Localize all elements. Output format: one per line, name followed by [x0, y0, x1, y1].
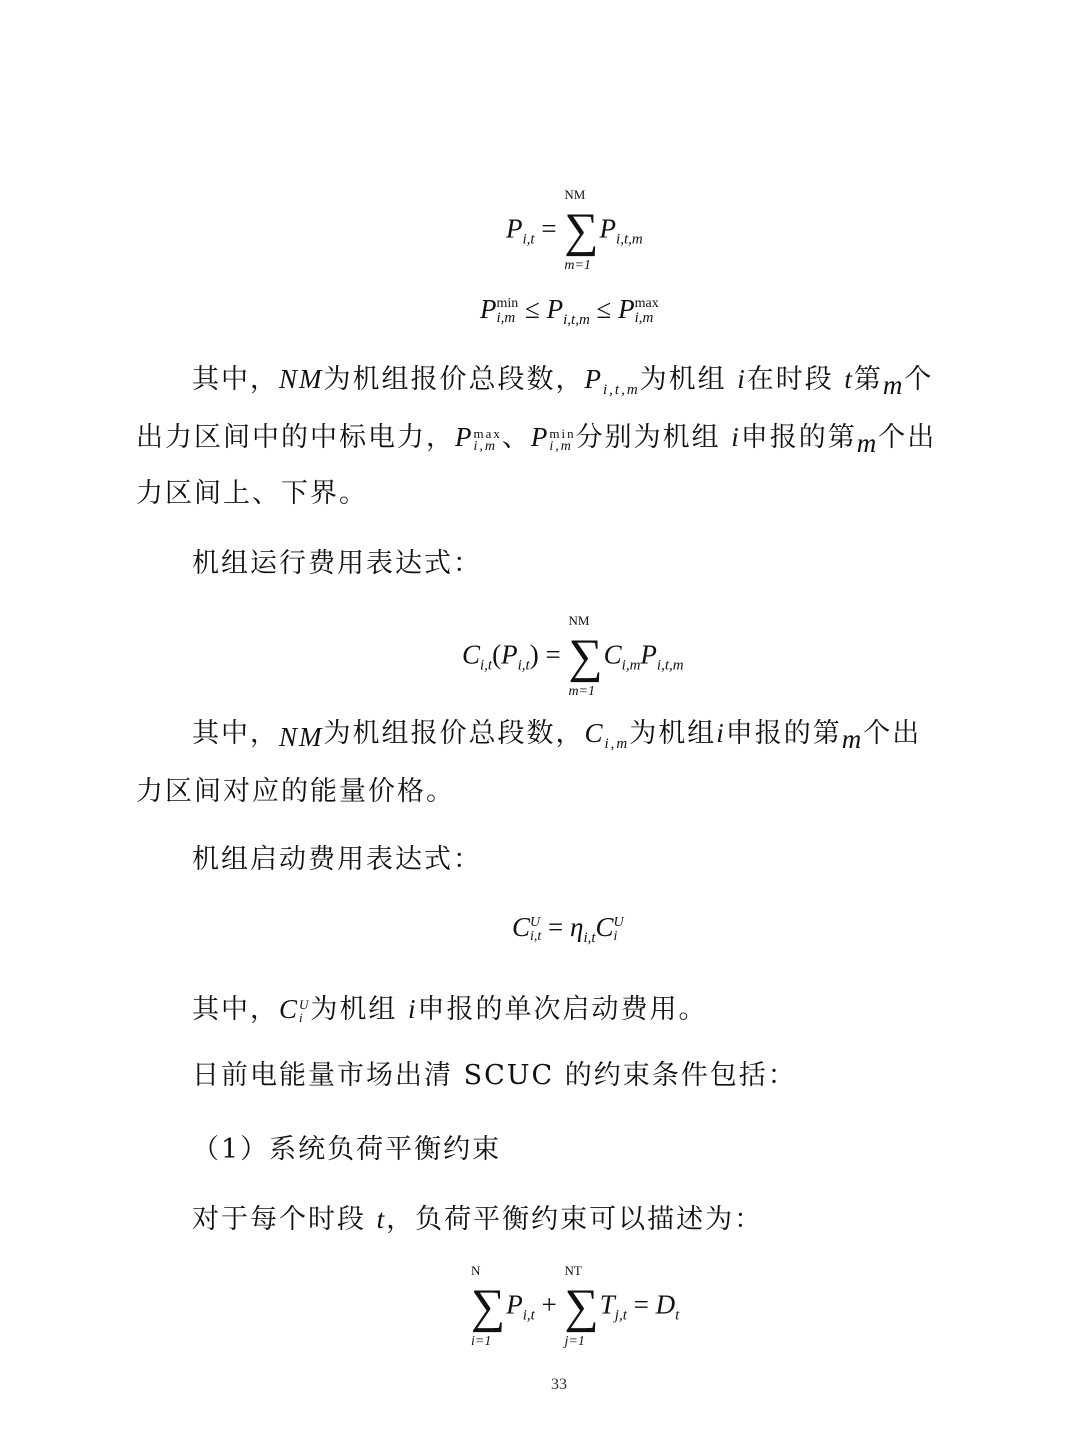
equation-load-balance: N ∑ i=1 $P_{i,t}$ + NT ∑ j=1 $T_{j,t} = D_t$ [471, 1263, 680, 1350]
eq5-sum1-top: N [471, 1263, 481, 1278]
p5-t: t [376, 1204, 387, 1234]
p1-t: t [844, 364, 854, 394]
p1-pmax: P [455, 422, 474, 452]
p1-m: m [882, 370, 905, 400]
p1-text-d: 在时段 [746, 364, 845, 395]
eq4-eta-sub: i,t [583, 930, 596, 946]
eq3-p2-sub: i,t,m [656, 657, 684, 674]
eq3-p: P [501, 639, 518, 670]
p1-line2-d: 个出 [878, 422, 937, 453]
p1-line2-c: 申报的第 [740, 422, 857, 453]
p2-text-a: 其中， [192, 718, 279, 749]
eq5-p-sub: i,t [522, 1307, 535, 1324]
p2-nm: NM [279, 722, 324, 752]
eq3-p-sub: i,t [517, 657, 530, 674]
eq4-c2-sup: U [613, 915, 624, 930]
equation-output-bounds: P min i,m ≤ $P_{i,t,m} \le P$ max i,m [480, 294, 659, 328]
eq5-summation-1: N ∑ i=1 [471, 1263, 506, 1350]
heading-operating-cost: 机组运行费用表达式： [192, 548, 482, 579]
p1-pmin-sub: i,m [549, 439, 573, 454]
eq3-sum-bottom: m=1 [568, 684, 595, 700]
p5-text-b: ，负荷平衡约束可以描述为： [386, 1204, 764, 1235]
paragraph-energy-price [192, 720, 921, 753]
p1-p: P [584, 364, 603, 394]
eq5-sum1-bottom: i=1 [471, 1334, 492, 1350]
eq3-c-sub: i,t [480, 657, 493, 674]
eq2-sup-max: max [634, 296, 659, 311]
eq5-sum2-top: NT [564, 1263, 582, 1278]
p1-line2-a: 出力区间中的中标电力， [136, 422, 455, 453]
p2-text-f: 个出 [863, 718, 922, 749]
p2-c: C [584, 718, 605, 748]
p5-text-a: 对于每个时段 [192, 1204, 377, 1235]
paragraph-segment-count [192, 366, 933, 399]
heading-startup-cost: 机组启动费用表达式： [192, 844, 482, 875]
eq2-pmin: P [480, 294, 497, 324]
p1-p-sub: i,t,m [603, 382, 640, 398]
eq5-p: P [506, 1289, 523, 1320]
eq3-sum-top: NM [568, 613, 590, 628]
eq3-c2: C [603, 639, 622, 670]
eq2-sub-im-2: i,m [634, 310, 654, 326]
eq1-term: P [599, 213, 617, 244]
eq4-sub: i,t [530, 929, 542, 944]
p3-text-a: 其中， [192, 994, 279, 1025]
paragraph-load-balance-desc [192, 1206, 763, 1233]
p3-c: C [279, 994, 300, 1024]
equation-total-output: $P_{i,t}$ = NM ∑ m=1 $P_{i,t,m}$ [506, 187, 643, 274]
eq5-sum2-bottom: j=1 [564, 1334, 585, 1350]
eq2-sub-im: i,m [496, 310, 516, 326]
paragraph-energy-price-line-2: 力区间对应的能量价格。 [136, 776, 455, 807]
eq1-sum-top: NM [564, 187, 586, 202]
p1-separator: 、 [501, 422, 531, 453]
eq4-c2: C [595, 912, 614, 942]
eq3-summation: NM ∑ m=1 [568, 613, 603, 700]
equation-operating-cost: $C_{i,t}(P_{i,t})$ = NM ∑ m=1 $C_{i,m}P_{i,t,m}$ [462, 613, 684, 700]
p1-i2: i [731, 422, 741, 452]
p1-pmin-sup: min [549, 426, 576, 441]
paragraph-line-2 [136, 424, 936, 457]
eq5-summation-2: NT ∑ j=1 [564, 1263, 599, 1350]
equation-startup-cost: C U i,t = $\eta_{i,t}C$ U i [512, 912, 624, 946]
paragraph-startup-fee [192, 996, 708, 1024]
p1-line2-b: 分别为机组 [575, 422, 732, 453]
p1-pmin: P [530, 422, 550, 452]
p1-text-a: 其中， [192, 364, 279, 395]
paragraph-constraints-intro: 日前电能量市场出清 SCUC 的约束条件包括： [192, 1060, 797, 1091]
p1-text-b: 为机组报价总段数， [323, 364, 585, 395]
eq2-sub-itm: i,t,m [563, 312, 590, 328]
eq3-c: C [462, 639, 481, 670]
heading-load-balance: （1）系统负荷平衡约束 [192, 1134, 502, 1165]
p1-pmax-sub: i,m [473, 439, 497, 454]
p1-text-c: 为机组 [639, 364, 738, 395]
eq4-eta: η [570, 912, 584, 942]
page-number: 33 [551, 1376, 567, 1393]
p3-i: i [408, 994, 418, 1024]
p3-c-sub: i [299, 1010, 305, 1025]
p3-text-b: 为机组 [310, 994, 408, 1025]
p1-pmax-sup: max [473, 426, 502, 441]
p2-text-b: 为机组报价总段数， [323, 718, 585, 749]
p1-m2: m [856, 428, 879, 458]
eq2-sup-min: min [496, 296, 519, 311]
eq5-t-sub: j,t [614, 1307, 627, 1324]
eq1-summation: NM ∑ m=1 [564, 187, 599, 274]
p3-c-sup: U [299, 997, 311, 1012]
p3-text-d: 申报的单次启动费用。 [417, 994, 708, 1025]
p2-text-e: 申报的第 [725, 718, 842, 749]
p2-i: i [716, 718, 726, 748]
eq4-sup: U [530, 915, 541, 930]
eq3-c2-sub: i,m [621, 657, 641, 674]
eq4-c2-sub: i [613, 929, 618, 944]
paragraph-line-3: 力区间上、下界。 [136, 478, 368, 509]
eq3-p2: P [640, 639, 657, 670]
eq1-term-sub: i,t,m [616, 231, 643, 248]
p2-c-sub: i,m [604, 736, 630, 752]
eq2-p: P [546, 294, 564, 324]
eq5-d-sub: t [675, 1307, 680, 1324]
eq1-lhs-sub: i,t [522, 231, 535, 248]
eq5-d: D [655, 1289, 676, 1320]
eq5-t: T [599, 1289, 615, 1320]
eq2-pmax: P [618, 294, 635, 324]
p2-m: m [841, 724, 864, 754]
p1-text-e: 第 [853, 364, 883, 395]
p2-text-d: 为机组 [629, 718, 717, 749]
eq1-sum-bottom: m=1 [564, 258, 591, 274]
p1-i: i [737, 364, 747, 394]
eq4-c: C [512, 912, 531, 942]
p1-text-f: 个 [904, 364, 934, 395]
eq1-lhs: P [506, 213, 523, 244]
p1-nm: NM [279, 364, 324, 394]
